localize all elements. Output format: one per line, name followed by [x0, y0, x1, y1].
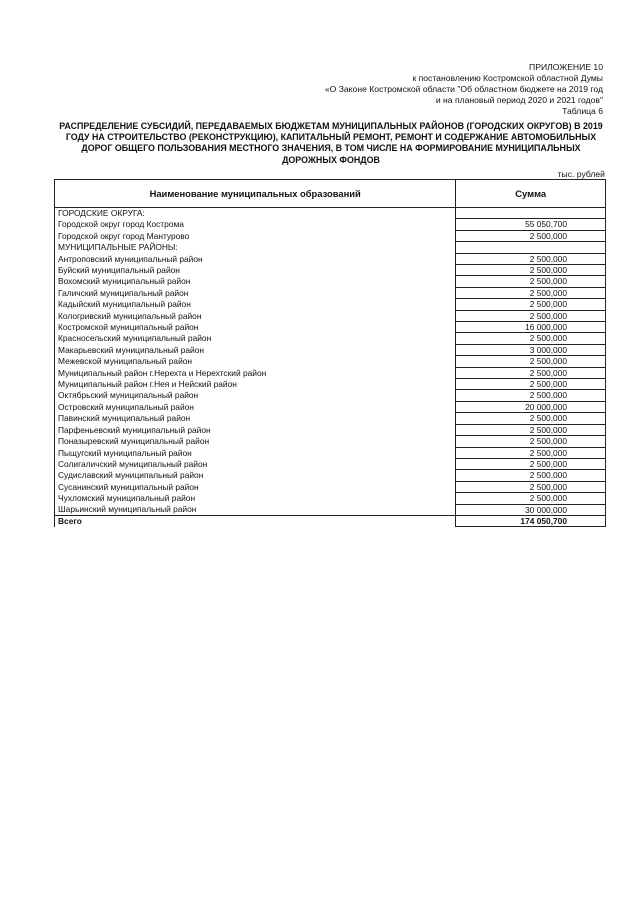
row-sum-cell: 30 000,000 — [456, 504, 606, 515]
row-sum-cell: 2 500,000 — [456, 276, 606, 287]
table-row — [55, 230, 606, 241]
row-name-cell: Муниципальный район г.Нея и Нейский район — [55, 379, 456, 390]
row-name-cell: Муниципальный район г.Нерехта и Нерехтский район — [55, 367, 456, 378]
appendix-law-title: «О Законе Костромской области "Об областном бюджете на 2019 год — [324, 84, 603, 94]
table-row — [55, 436, 606, 447]
document-title: РАСПРЕДЕЛЕНИЕ СУБСИДИЙ, ПЕРЕДАВАЕМЫХ БЮДЖЕТАМ МУНИЦИПАЛЬНЫХ РАЙОНОВ (ГОРОДСКИХ ОКРУГОВ) В 2019 ГОДУ НА СТРОИТЕЛЬСТВО (РЕКОНСТРУКЦИЮ), КАПИТАЛЬНЫЙ РЕМОНТ, РЕМОНТ И СОДЕРЖАНИЕ АВТОМОБИЛЬНЫХ ДОРОГ ОБЩЕГО ПОЛЬЗОВАНИЯ МЕСТНОГО ЗНАЧЕНИЯ, В ТОМ ЧИСЛЕ НА ФОРМИРОВАНИЕ МУНИЦИПАЛЬНЫХ ДОРОЖНЫХ ФОНДОВ — [59, 121, 603, 165]
subsidy-table — [54, 179, 606, 527]
table-total-row — [55, 515, 606, 526]
total-label-cell: Всего — [55, 515, 456, 526]
row-name-cell: Кадыйский муниципальный район — [55, 299, 456, 310]
row-sum-cell: 2 500,000 — [456, 379, 606, 390]
row-sum-cell: 2 500,000 — [456, 458, 606, 469]
table-row — [55, 413, 606, 424]
row-name-cell: ГОРОДСКИЕ ОКРУГА: — [55, 208, 456, 219]
table-row — [55, 401, 606, 412]
row-name-cell: Парфеньевский муниципальный район — [55, 424, 456, 435]
table-row — [55, 379, 606, 390]
table-row — [55, 333, 606, 344]
table-row — [55, 447, 606, 458]
table-row — [55, 424, 606, 435]
appendix-resolution: к постановлению Костромской областной Думы — [412, 73, 603, 83]
table-row — [55, 265, 606, 276]
row-sum-cell: 2 500,000 — [456, 481, 606, 492]
appendix-law-period: и на плановый период 2020 и 2021 годов" — [435, 95, 603, 105]
row-name-cell: Солигаличский муниципальный район — [55, 458, 456, 469]
row-sum-cell: 2 500,000 — [456, 447, 606, 458]
row-sum-cell — [456, 208, 606, 219]
row-name-cell: Поназыревский муниципальный район — [55, 436, 456, 447]
table-row — [55, 390, 606, 401]
table-header-row — [55, 180, 606, 208]
row-sum-cell: 2 500,000 — [456, 310, 606, 321]
table-row — [55, 253, 606, 264]
row-name-cell: Костромской муниципальный район — [55, 322, 456, 333]
table-row — [55, 208, 606, 219]
row-sum-cell — [456, 242, 606, 253]
row-name-cell: Шарьинский муниципальный район — [55, 504, 456, 515]
row-name-cell: Вохомский муниципальный район — [55, 276, 456, 287]
table-row — [55, 310, 606, 321]
table-row — [55, 481, 606, 492]
row-name-cell: Пыщугский муниципальный район — [55, 447, 456, 458]
row-name-cell: Городской округ город Кострома — [55, 219, 456, 230]
row-sum-cell: 2 500,000 — [456, 265, 606, 276]
row-name-cell: Макарьевский муниципальный район — [55, 344, 456, 355]
row-name-cell: Межевской муниципальный район — [55, 356, 456, 367]
row-name-cell: Павинский муниципальный район — [55, 413, 456, 424]
table-row — [55, 276, 606, 287]
row-sum-cell: 3 000,000 — [456, 344, 606, 355]
row-name-cell: Октябрьский муниципальный район — [55, 390, 456, 401]
row-name-cell: Чухломский муниципальный район — [55, 493, 456, 504]
appendix-header — [325, 62, 603, 117]
row-sum-cell: 2 500,000 — [456, 390, 606, 401]
table-row — [55, 322, 606, 333]
row-sum-cell: 55 050,700 — [456, 219, 606, 230]
row-sum-cell: 2 500,000 — [456, 424, 606, 435]
row-sum-cell: 2 500,000 — [456, 413, 606, 424]
row-name-cell: Буйский муниципальный район — [55, 265, 456, 276]
table-row — [55, 493, 606, 504]
row-sum-cell: 2 500,000 — [456, 493, 606, 504]
row-sum-cell: 2 500,000 — [456, 356, 606, 367]
table-row — [55, 470, 606, 481]
row-name-cell: Красносельский муниципальный район — [55, 333, 456, 344]
table-row — [55, 299, 606, 310]
row-name-cell: Галичский муниципальный район — [55, 287, 456, 298]
table-row — [55, 458, 606, 469]
row-sum-cell: 2 500,000 — [456, 287, 606, 298]
table-row — [55, 242, 606, 253]
row-sum-cell: 16 000,000 — [456, 322, 606, 333]
table-row — [55, 219, 606, 230]
row-name-cell: Антроповский муниципальный район — [55, 253, 456, 264]
row-name-cell: МУНИЦИПАЛЬНЫЕ РАЙОНЫ: — [55, 242, 456, 253]
row-name-cell: Городской округ город Мантурово — [55, 230, 456, 241]
row-name-cell: Кологривский муниципальный район — [55, 310, 456, 321]
row-sum-cell: 2 500,000 — [456, 436, 606, 447]
table-row — [55, 344, 606, 355]
column-header-name: Наименование муниципальных образований — [55, 180, 456, 208]
appendix-number: ПРИЛОЖЕНИЕ 10 — [529, 62, 603, 72]
row-sum-cell: 2 500,000 — [456, 333, 606, 344]
units-label: тыс. рублей — [557, 169, 605, 179]
table-row — [55, 356, 606, 367]
row-sum-cell: 2 500,000 — [456, 299, 606, 310]
table-row — [55, 504, 606, 515]
row-sum-cell: 2 500,000 — [456, 230, 606, 241]
table-row — [55, 287, 606, 298]
row-sum-cell: 2 500,000 — [456, 470, 606, 481]
row-name-cell: Островский муниципальный район — [55, 401, 456, 412]
column-header-sum: Сумма — [456, 180, 606, 208]
table-row — [55, 367, 606, 378]
row-sum-cell: 2 500,000 — [456, 367, 606, 378]
table-body — [55, 208, 606, 527]
row-sum-cell: 2 500,000 — [456, 253, 606, 264]
row-name-cell: Судиславский муниципальный район — [55, 470, 456, 481]
row-sum-cell: 20 000,000 — [456, 401, 606, 412]
table-number: Таблица 6 — [562, 106, 603, 116]
row-name-cell: Сусанинский муниципальный район — [55, 481, 456, 492]
total-sum-cell: 174 050,700 — [456, 515, 606, 526]
